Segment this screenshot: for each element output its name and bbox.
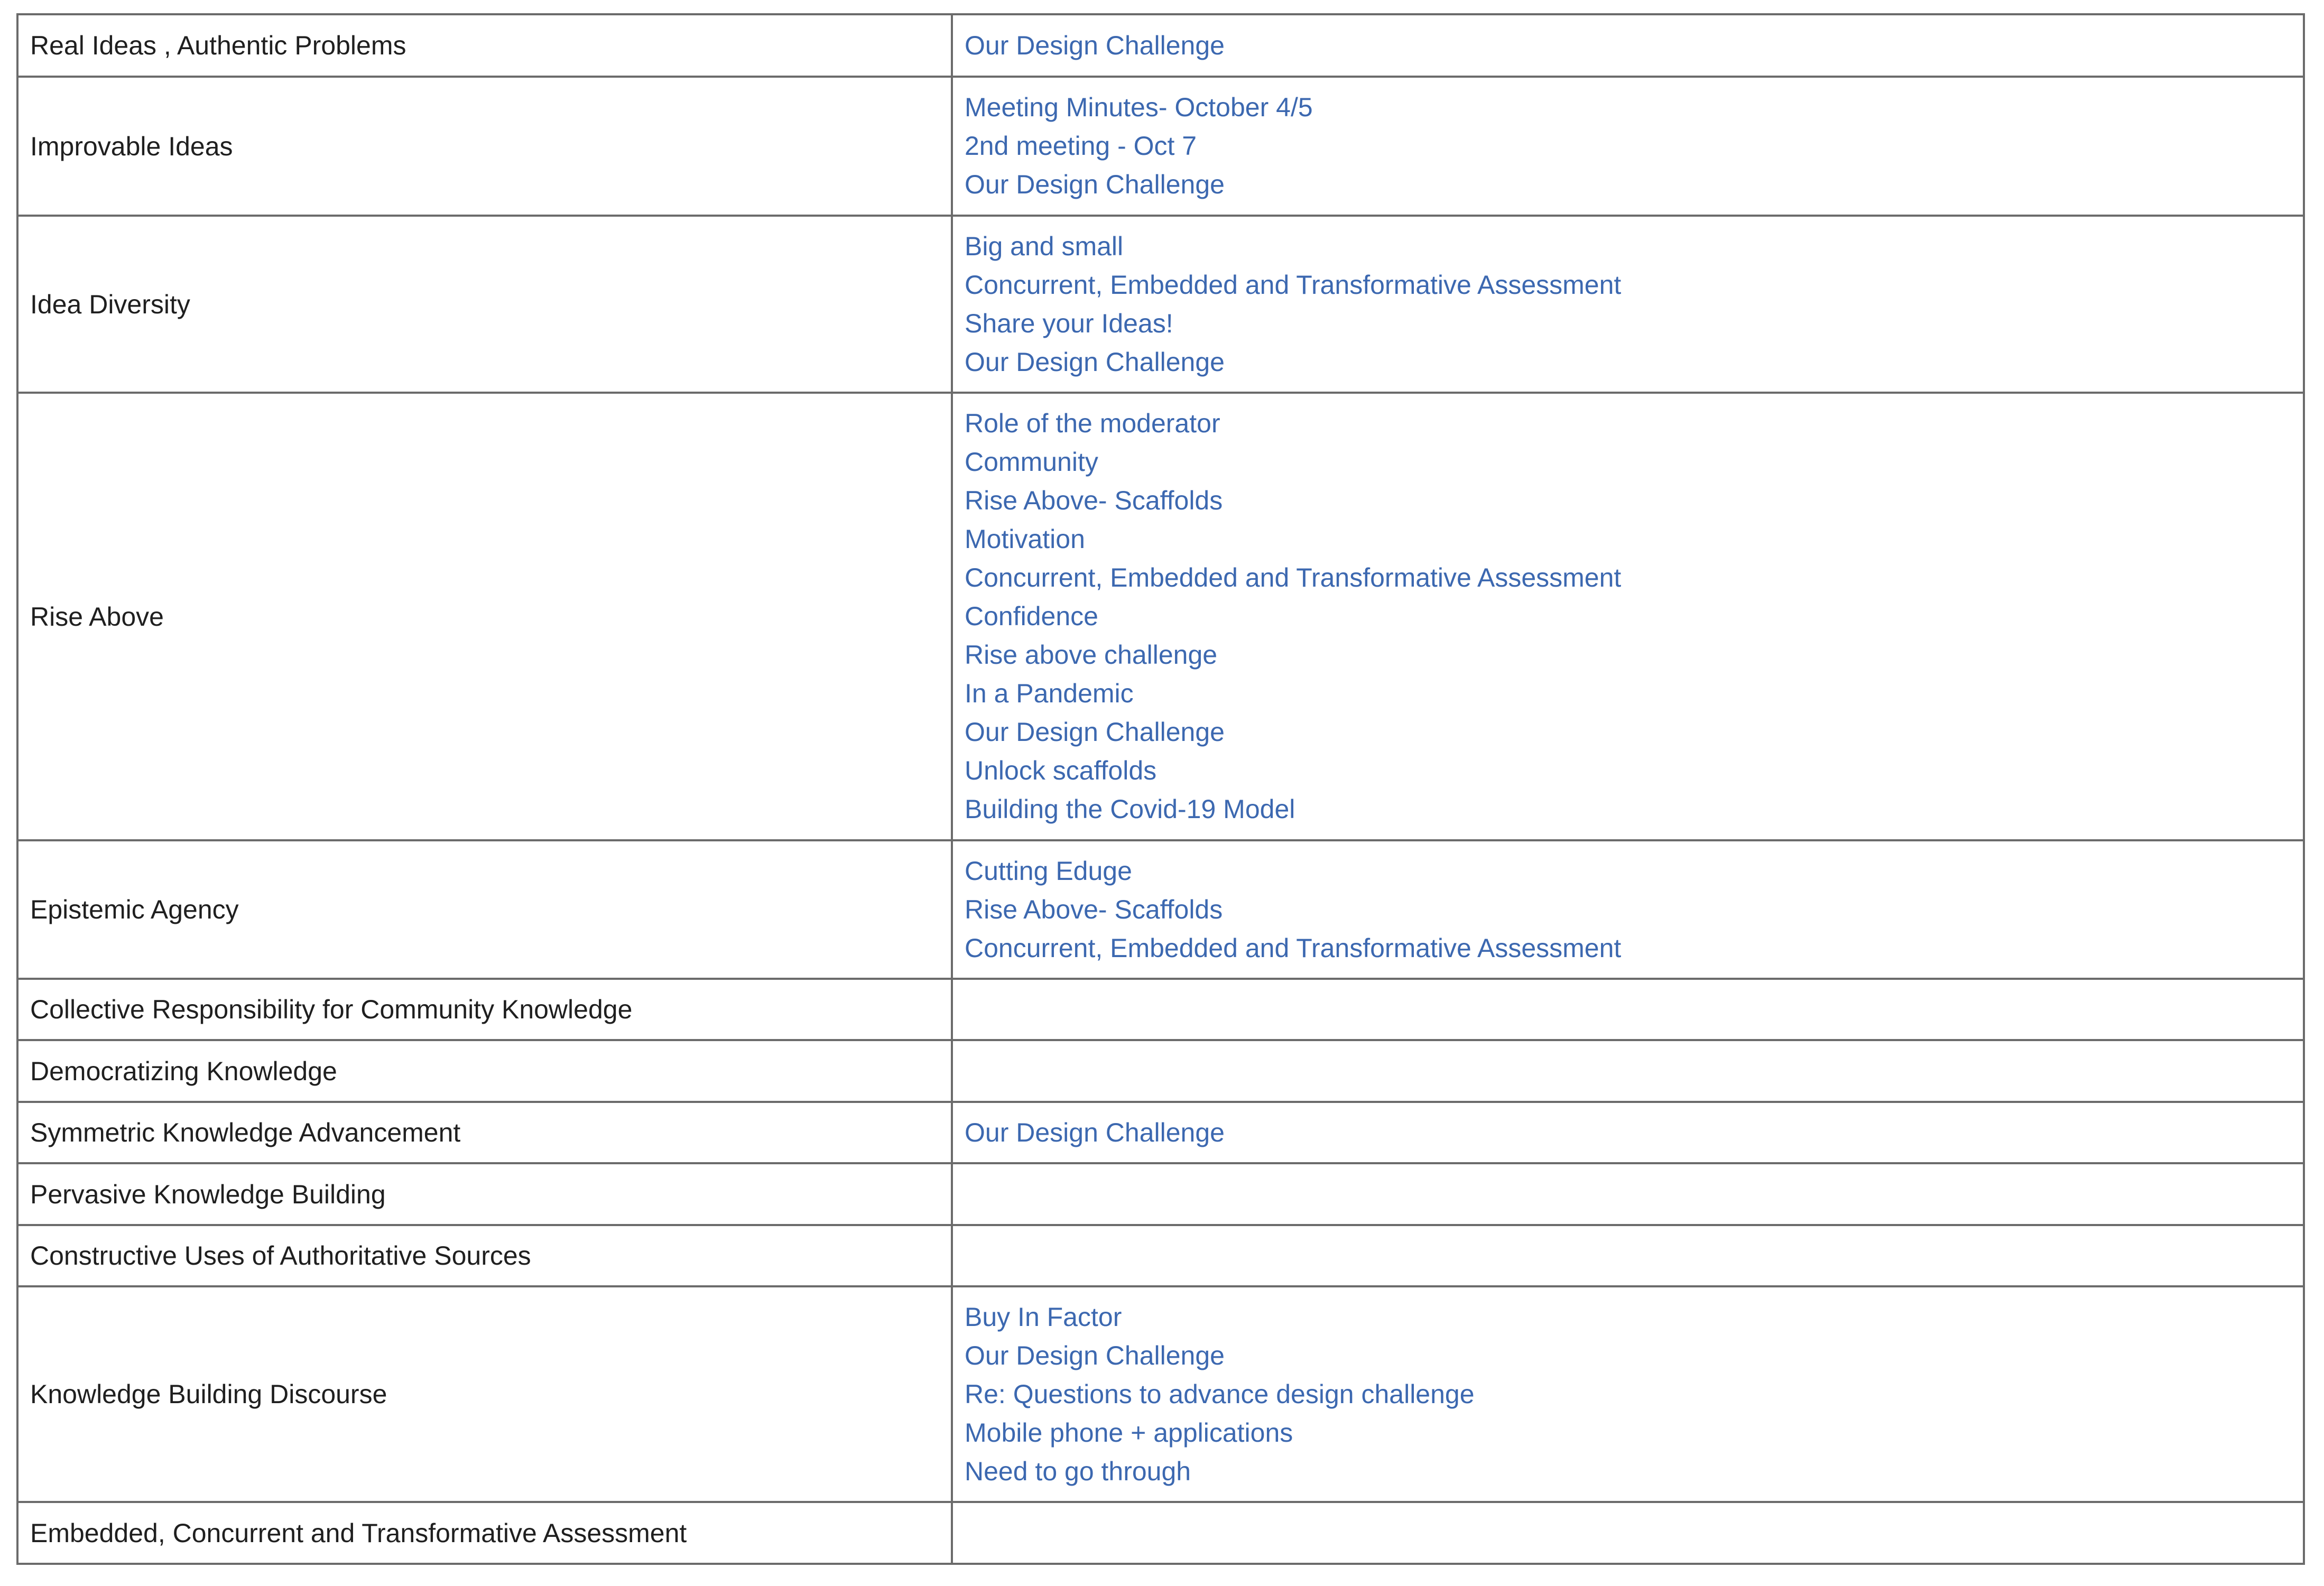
note-link-list [965, 26, 2291, 65]
notes-cell [952, 77, 2304, 216]
notes-cell [952, 979, 2304, 1040]
principle-cell: Epistemic Agency [17, 840, 952, 979]
notes-cell [952, 1286, 2304, 1502]
note-link[interactable]: Building the Covid-19 Model [965, 794, 1295, 824]
table-row [17, 1502, 2304, 1564]
notes-cell [952, 1225, 2304, 1286]
note-link[interactable]: Our Design Challenge [965, 1117, 1225, 1147]
principle-cell: Improvable Ideas [17, 77, 952, 216]
note-link[interactable]: Buy In Factor [965, 1302, 1122, 1332]
principle-cell: Democratizing Knowledge [17, 1040, 952, 1102]
table-row [17, 393, 2304, 840]
table-body [17, 14, 2304, 1564]
note-link[interactable]: Confidence [965, 601, 1098, 631]
table-row [17, 979, 2304, 1040]
note-link[interactable]: Concurrent, Embedded and Transformative Assessment [965, 270, 1622, 300]
principle-cell: Symmetric Knowledge Advancement [17, 1102, 952, 1163]
table-row [17, 216, 2304, 393]
table-row [17, 1102, 2304, 1163]
table-row [17, 1286, 2304, 1502]
principle-cell: Constructive Uses of Authoritative Sources [17, 1225, 952, 1286]
note-link[interactable]: Rise above challenge [965, 640, 1218, 670]
notes-cell [952, 1040, 2304, 1102]
note-link[interactable]: 2nd meeting - Oct 7 [965, 131, 1197, 161]
note-link[interactable]: Our Design Challenge [965, 347, 1225, 377]
note-link[interactable]: Meeting Minutes- October 4/5 [965, 92, 1313, 122]
note-link[interactable]: Mobile phone + applications [965, 1417, 1293, 1448]
note-link[interactable]: Our Design Challenge [965, 30, 1225, 60]
note-link[interactable]: Our Design Challenge [965, 1340, 1225, 1370]
note-link-list [965, 88, 2291, 204]
principle-cell: Collective Responsibility for Community Knowledge [17, 979, 952, 1040]
note-link[interactable]: Our Design Challenge [965, 170, 1225, 199]
note-link[interactable]: Role of the moderator [965, 409, 1220, 438]
kb-principles-table [16, 13, 2305, 1565]
table-row [17, 77, 2304, 216]
note-link-list [965, 852, 2291, 968]
principles-table-container [16, 13, 2305, 1565]
note-link[interactable]: Unlock scaffolds [965, 756, 1157, 785]
note-link-list [965, 1114, 2291, 1152]
notes-cell [952, 1163, 2304, 1225]
note-link[interactable]: Concurrent, Embedded and Transformative Assessment [965, 933, 1622, 963]
notes-cell [952, 1502, 2304, 1564]
note-link-list [965, 227, 2291, 382]
note-link-list [965, 404, 2291, 829]
notes-cell [952, 1102, 2304, 1163]
notes-cell [952, 840, 2304, 979]
principle-cell: Pervasive Knowledge Building [17, 1163, 952, 1225]
principle-cell: Idea Diversity [17, 216, 952, 393]
note-link[interactable]: In a Pandemic [965, 679, 1134, 708]
note-link[interactable]: Rise Above- Scaffolds [965, 486, 1223, 515]
note-link[interactable]: Need to go through [965, 1456, 1191, 1486]
table-row [17, 1163, 2304, 1225]
principle-cell: Rise Above [17, 393, 952, 840]
principle-cell: Embedded, Concurrent and Transformative Assessment [17, 1502, 952, 1564]
notes-cell [952, 14, 2304, 77]
principle-cell: Real Ideas , Authentic Problems [17, 14, 952, 77]
table-row [17, 1040, 2304, 1102]
note-link[interactable]: Concurrent, Embedded and Transformative Assessment [965, 563, 1622, 592]
note-link[interactable]: Community [965, 447, 1098, 477]
note-link[interactable]: Re: Questions to advance design challenge [965, 1379, 1475, 1409]
note-link-list [965, 1298, 2291, 1491]
note-link[interactable]: Motivation [965, 524, 1085, 554]
notes-cell [952, 216, 2304, 393]
notes-cell [952, 393, 2304, 840]
note-link[interactable]: Cutting Eduge [965, 856, 1132, 886]
principle-cell: Knowledge Building Discourse [17, 1286, 952, 1502]
note-link[interactable]: Share your Ideas! [965, 308, 1173, 338]
note-link[interactable]: Big and small [965, 231, 1124, 261]
table-row [17, 1225, 2304, 1286]
note-link[interactable]: Rise Above- Scaffolds [965, 894, 1223, 924]
table-row [17, 14, 2304, 77]
table-row [17, 840, 2304, 979]
note-link[interactable]: Our Design Challenge [965, 717, 1225, 747]
